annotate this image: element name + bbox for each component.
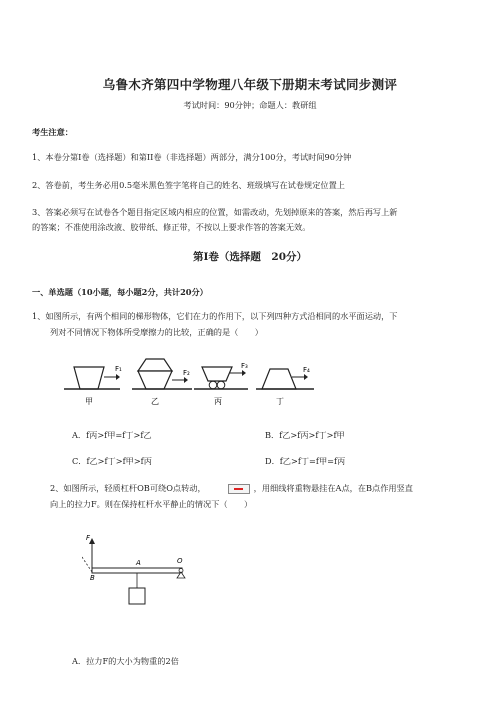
q2-stem-part1: 2、如图所示，轻质杠杆OB可绕O点转动， (50, 483, 206, 493)
notice-item-3-cont: 的答案；不准使用涂改液、胶带纸、修正带，不按以上要求作答的答案无效。 (32, 222, 311, 232)
label-yi: 乙 (151, 397, 159, 406)
force-label-f4: F₄ (303, 366, 310, 374)
q2-option-a: A．拉力F的大小为物重的2倍 (72, 656, 179, 666)
force-label-f1: F₁ (115, 365, 122, 373)
q1-option-c: C．f乙>f丁>f甲>f丙 (72, 456, 152, 466)
notice-heading: 考生注意： (32, 127, 73, 137)
q2-stem-part2: ，用细线将重物悬挂在A点，在B点作用竖直 (253, 483, 413, 493)
notice-item-2: 2、答卷前，考生务必用0.5毫米黑色签字笔将自己的姓名、班级填写在试卷规定位置上 (32, 180, 345, 190)
label-bing: 丙 (214, 397, 222, 406)
force-label-f3: F₃ (241, 362, 248, 370)
q2-lever-figure (82, 528, 222, 628)
q1-option-a: A．f丙>f甲=f丁>f乙 (72, 430, 152, 440)
label-a: A (136, 559, 141, 567)
exam-subtitle: 考试时间：90分钟；命题人：教研组 (183, 100, 317, 110)
label-b: B (90, 574, 95, 582)
label-ding: 丁 (276, 397, 284, 406)
section-title: 第I卷（选择题 20分） (192, 251, 308, 263)
label-f: F (86, 534, 91, 542)
q1-figure (62, 357, 362, 417)
notice-item-1: 1、本卷分第I卷（选择题）和第II卷（非选择题）两部分，满分100分，考试时间90分钟 (32, 152, 352, 162)
q1-option-d: D．f乙>f丁=f甲=f丙 (265, 456, 346, 466)
part-heading: 一、单选题（10小题，每小题2分，共计20分） (32, 287, 208, 297)
q1-option-b: B．f乙>f丙>f丁>f甲 (265, 430, 345, 440)
q1-stem-line2: 列对不同情况下物体所受摩擦力的比较，正确的是（ ） (50, 327, 263, 337)
label-o: O (177, 557, 183, 565)
figure-ding (256, 366, 314, 406)
label-jia: 甲 (85, 397, 93, 406)
embedded-image-icon (228, 484, 250, 494)
q2-stem-line1 (50, 483, 413, 494)
exam-title: 乌鲁木齐第四中学物理八年级下册期末考试同步测评 (102, 77, 398, 92)
figure-jia (64, 365, 122, 406)
q1-stem-line1: 1、如图所示，有两个相同的梯形物体，它们在力的作用下，以下列四种方式沿相同的水平面运动，下 (32, 311, 398, 321)
figure-yi (132, 359, 192, 406)
q2-stem-line2: 向上的拉力F。则在保持杠杆水平静止的情况下（ ） (50, 499, 253, 509)
force-label-f2: F₂ (183, 369, 190, 377)
notice-item-3: 3、答案必须写在试卷各个题目指定区域内相应的位置，如需改动，先划掉原来的答案，然后再写上新 (32, 207, 398, 217)
figure-bing (194, 362, 248, 406)
